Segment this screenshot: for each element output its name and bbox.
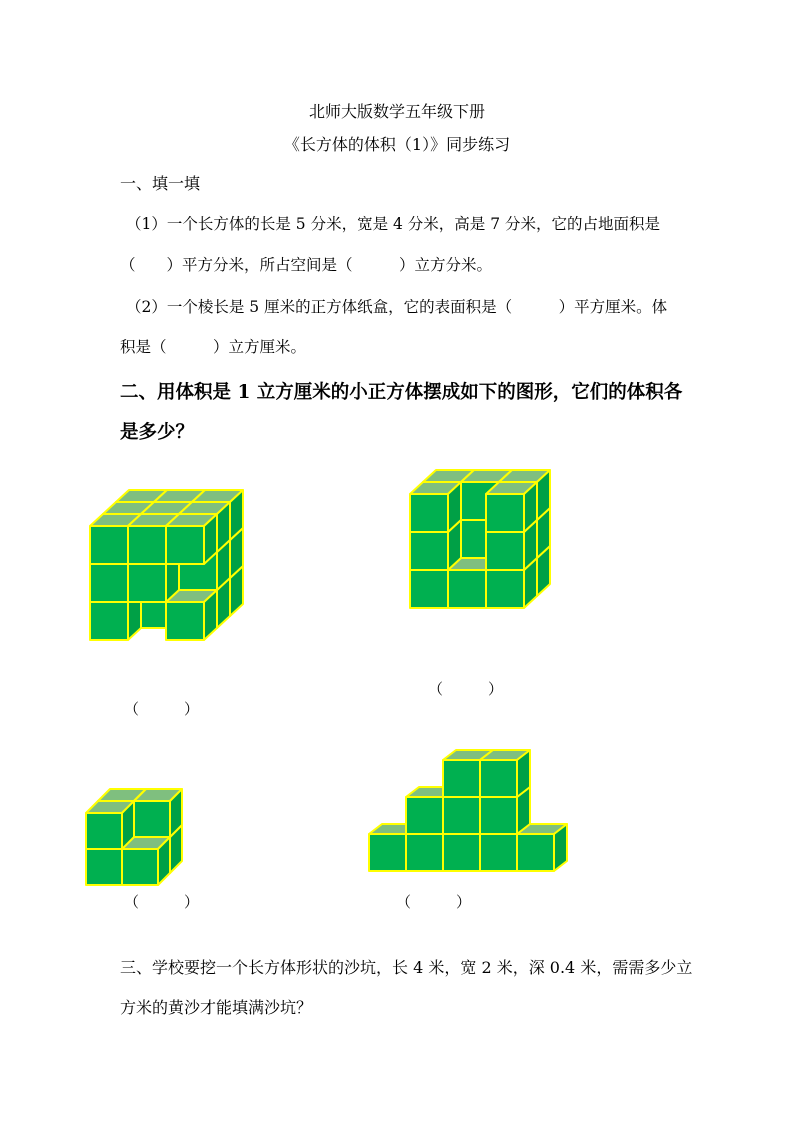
question1-line1: （1）一个长方体的长是 5 分米，宽是 4 分米，高是 7 分米，它的占地面积是	[126, 215, 661, 233]
section3-line1: 三、学校要挖一个长方体形状的沙坑，长 4 米，宽 2 米，深 0.4 米，需需多少立	[120, 958, 693, 977]
cube-face	[369, 834, 406, 871]
section2-heading-line1: 二、用体积是 1 立方厘米的小正方体摆成如下的图形，它们的体积各	[120, 382, 683, 403]
cube-face	[480, 760, 517, 797]
cube-face	[406, 797, 443, 834]
page-subtitle: 《长方体的体积（1）》同步练习	[283, 135, 511, 154]
section3-line2: 方米的黄沙才能填满沙坑？	[120, 998, 313, 1017]
question1-line2: （ ）平方分米，所占空间是（ ）立方分米。	[120, 256, 493, 274]
cube-face	[406, 834, 443, 871]
cube-face	[443, 760, 480, 797]
section1-heading: 一、填一填	[120, 174, 201, 193]
answer-blank-3: （ ）	[124, 893, 200, 911]
section2-heading-line2: 是多少？	[120, 422, 195, 443]
cube-face	[480, 797, 517, 834]
page-title: 北师大版数学五年级下册	[308, 102, 485, 121]
cube-face	[443, 834, 480, 871]
answer-blank-1: （ ）	[124, 700, 200, 718]
cube-face	[517, 834, 554, 871]
question2-line2: 积是（ ）立方厘米。	[120, 338, 307, 356]
answer-blank-2: （ ）	[428, 680, 504, 698]
answer-blank-4: （ ）	[396, 893, 472, 911]
cube-face	[480, 834, 517, 871]
question2-line1: （2）一个棱长是 5 厘米的正方体纸盒，它的表面积是（ ）平方厘米。体	[126, 298, 668, 316]
cube-face	[443, 797, 480, 834]
